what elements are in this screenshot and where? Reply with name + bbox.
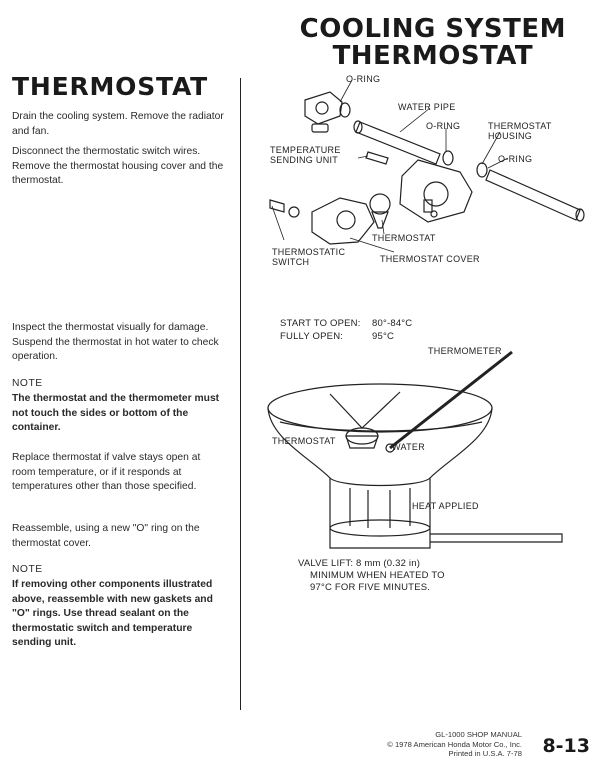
footer-printed: Printed in U.S.A. 7-78 (448, 749, 522, 758)
label-o-ring-top: O-RING (346, 74, 381, 84)
label-thermostat-test: THERMOSTAT (272, 436, 336, 446)
label-thermostat-cover: THERMOSTAT COVER (380, 254, 480, 264)
label-thermostatic-switch: THERMOSTATIC SWITCH (272, 247, 346, 267)
label-temperature-sending-unit: TEMPERATURE SENDING UNIT (270, 145, 341, 165)
paragraph-drain: Drain the cooling system. Remove the radiator and fan. (12, 111, 224, 137)
label-heat-applied: HEAT APPLIED (412, 501, 479, 511)
label-thermometer: THERMOMETER (428, 346, 502, 356)
spec-start-to-open-label: START TO OPEN: (280, 318, 361, 329)
paragraph-reassemble: Reassemble, using a new "O" ring on the thermostat cover. (12, 523, 200, 549)
header-line-1: COOLING SYSTEM (299, 14, 566, 44)
footer-copyright: © 1978 American Honda Motor Co., Inc. (387, 739, 522, 749)
label-water: WATER (392, 442, 425, 452)
test-diagram (250, 318, 580, 598)
label-thermostat-housing: THERMOSTAT HOUSING (488, 121, 552, 141)
label-o-ring-right: O-RING (498, 154, 533, 164)
valve-lift-line-1: VALVE LIFT: 8 mm (0.32 in) (298, 558, 421, 569)
footer-manual: GL-1000 SHOP MANUAL (435, 730, 522, 739)
column-divider (240, 78, 241, 710)
label-thermostat: THERMOSTAT (372, 233, 436, 243)
header-line-2: THERMOSTAT (332, 41, 534, 71)
page-header (300, 16, 566, 70)
page-number: 8-13 (542, 735, 590, 757)
paragraph-inspect: Inspect the thermostat visually for damage. Suspend the thermostat in hot water to check operation. (12, 322, 219, 363)
valve-lift-line-2: MINIMUM WHEN HEATED TO (310, 570, 445, 581)
exploded-diagram (250, 72, 590, 272)
valve-lift-line-3: 97°C FOR FIVE MINUTES. (310, 582, 431, 593)
spec-start-to-open-value: 80°-84°C (372, 318, 413, 329)
spec-fully-open-label: FULLY OPEN: (280, 331, 344, 342)
footer-text (387, 730, 522, 759)
note-text-1: The thermostat and the thermometer must not touch the sides or bottom of the container. (12, 393, 220, 434)
section-title: THERMOSTAT (12, 72, 209, 101)
spec-fully-open-value: 95°C (372, 331, 395, 342)
note-heading-2: NOTE (12, 564, 43, 575)
paragraph-replace: Replace thermostat if valve stays open at room temperature, or if it responds at temperatures other than those specified. (12, 452, 201, 493)
test-diagram-art (250, 338, 580, 578)
label-o-ring-mid: O-RING (426, 121, 461, 131)
label-water-pipe: WATER PIPE (398, 102, 456, 112)
paragraph-disconnect: Disconnect the thermostatic switch wires. Remove the thermostat housing cover and the thermostat. (12, 146, 224, 187)
note-heading-1: NOTE (12, 378, 43, 389)
note-text-2: If removing other components illustrated above, reassemble with new gaskets and "O" rings. Use thread sealant on the thermostatic switch and temperature sending unit. (12, 579, 213, 649)
